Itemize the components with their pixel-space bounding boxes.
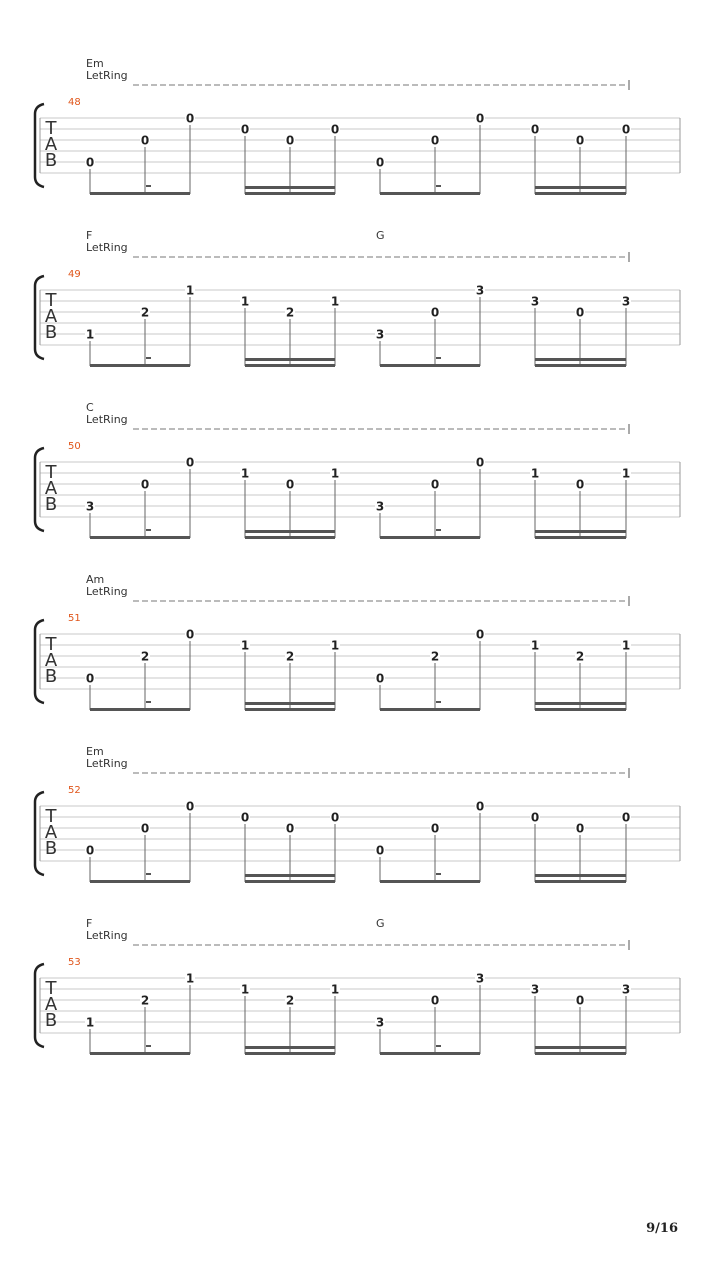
dot-mark [436, 529, 441, 531]
eighth-beam [90, 708, 190, 711]
chord-name: Am [86, 573, 105, 586]
tab-clef-letter: T [45, 290, 57, 311]
fret-number: 3 [475, 971, 485, 986]
tab-clef-letter: B [44, 666, 58, 687]
fret-number: 1 [85, 1015, 95, 1030]
eighth-beam [90, 1052, 190, 1055]
fret-number: 0 [530, 810, 540, 825]
fret-number: 0 [575, 133, 585, 148]
fret-number: 0 [140, 477, 150, 492]
measure-number: 48 [68, 97, 81, 108]
fret-number: 0 [285, 477, 295, 492]
fret-number: 2 [575, 649, 585, 664]
fret-number: 0 [621, 810, 631, 825]
fret-number: 0 [475, 627, 485, 642]
fret-number: 0 [330, 122, 340, 137]
tab-clef-letter: T [45, 118, 57, 139]
tab-clef-letter: A [44, 134, 58, 155]
fret-number: 1 [240, 982, 250, 997]
tab-clef-letter: A [44, 306, 58, 327]
fret-number: 0 [475, 799, 485, 814]
sixteenth-beam-1 [535, 192, 626, 195]
measure-number: 53 [68, 957, 81, 968]
fret-number: 0 [330, 810, 340, 825]
fret-number: 1 [330, 466, 340, 481]
fret-number: 1 [240, 294, 250, 309]
fret-number: 0 [85, 155, 95, 170]
fret-number: 1 [330, 638, 340, 653]
eighth-beam [380, 880, 480, 883]
fret-number: 2 [140, 993, 150, 1008]
measure-number: 49 [68, 269, 81, 280]
eighth-beam [90, 880, 190, 883]
tab-clef-letter: T [45, 978, 57, 999]
sixteenth-beam-2 [245, 186, 335, 189]
fret-number: 0 [85, 671, 95, 686]
fret-number: 0 [430, 305, 440, 320]
fret-number: 1 [530, 638, 540, 653]
fret-number: 0 [85, 843, 95, 858]
chord-name: G [376, 229, 385, 242]
fret-number: 0 [185, 627, 195, 642]
fret-number: 0 [375, 671, 385, 686]
fret-number: 0 [575, 477, 585, 492]
measure-number: 52 [68, 785, 81, 796]
sixteenth-beam-2 [245, 530, 335, 533]
tab-clef-letter: B [44, 150, 58, 171]
dot-mark [146, 185, 151, 187]
tab-clef-letter: A [44, 994, 58, 1015]
tab-clef-letter: B [44, 838, 58, 859]
sixteenth-beam-2 [535, 530, 626, 533]
chord-name: Em [86, 57, 104, 70]
tab-clef-letter: A [44, 478, 58, 499]
dot-mark [146, 529, 151, 531]
tab-clef-letter: T [45, 634, 57, 655]
tab-clef-letter: A [44, 822, 58, 843]
eighth-beam [380, 536, 480, 539]
fret-number: 3 [530, 982, 540, 997]
eighth-beam [90, 192, 190, 195]
chord-name: C [86, 401, 94, 414]
fret-number: 0 [140, 821, 150, 836]
fret-number: 3 [85, 499, 95, 514]
chord-name: G [376, 917, 385, 930]
fret-number: 1 [330, 982, 340, 997]
sixteenth-beam-1 [535, 1052, 626, 1055]
fret-number: 0 [530, 122, 540, 137]
sixteenth-beam-2 [245, 1046, 335, 1049]
fret-number: 0 [285, 821, 295, 836]
sixteenth-beam-2 [535, 1046, 626, 1049]
tab-clef-letter: T [45, 462, 57, 483]
eighth-beam [380, 708, 480, 711]
tab-clef-letter: B [44, 322, 58, 343]
fret-number: 0 [375, 843, 385, 858]
tab-clef-letter: T [45, 806, 57, 827]
fret-number: 0 [475, 455, 485, 470]
sixteenth-beam-2 [535, 702, 626, 705]
fret-number: 0 [185, 455, 195, 470]
fret-number: 0 [430, 821, 440, 836]
fret-number: 0 [240, 122, 250, 137]
fret-number: 3 [621, 294, 631, 309]
fret-number: 0 [185, 111, 195, 126]
fret-number: 2 [140, 649, 150, 664]
fret-number: 0 [240, 810, 250, 825]
let-ring-label: LetRing [86, 585, 128, 598]
fret-number: 1 [85, 327, 95, 342]
dot-mark [146, 873, 151, 875]
fret-number: 2 [285, 305, 295, 320]
sixteenth-beam-2 [245, 874, 335, 877]
fret-number: 1 [240, 638, 250, 653]
eighth-beam [380, 192, 480, 195]
chord-name: Em [86, 745, 104, 758]
page-number: 9/16 [646, 1221, 678, 1236]
let-ring-label: LetRing [86, 69, 128, 82]
fret-number: 2 [430, 649, 440, 664]
sixteenth-beam-2 [245, 702, 335, 705]
dot-mark [436, 185, 441, 187]
fret-number: 0 [185, 799, 195, 814]
fret-number: 0 [375, 155, 385, 170]
measure-number: 50 [68, 441, 81, 452]
let-ring-label: LetRing [86, 241, 128, 254]
fret-number: 3 [375, 499, 385, 514]
fret-number: 3 [530, 294, 540, 309]
fret-number: 3 [621, 982, 631, 997]
fret-number: 0 [475, 111, 485, 126]
dot-mark [436, 1045, 441, 1047]
fret-number: 0 [430, 477, 440, 492]
fret-number: 0 [430, 993, 440, 1008]
chord-name: F [86, 917, 93, 930]
sixteenth-beam-1 [245, 192, 335, 195]
fret-number: 3 [375, 327, 385, 342]
sixteenth-beam-1 [535, 364, 626, 367]
fret-number: 1 [330, 294, 340, 309]
fret-number: 0 [621, 122, 631, 137]
fret-number: 0 [430, 133, 440, 148]
sixteenth-beam-1 [535, 708, 626, 711]
eighth-beam [380, 364, 480, 367]
fret-number: 0 [140, 133, 150, 148]
eighth-beam [380, 1052, 480, 1055]
dot-mark [146, 1045, 151, 1047]
fret-number: 0 [575, 305, 585, 320]
tab-clef-letter: B [44, 494, 58, 515]
tab-clef-letter: B [44, 1010, 58, 1031]
fret-number: 1 [621, 466, 631, 481]
sixteenth-beam-2 [245, 358, 335, 361]
fret-number: 1 [621, 638, 631, 653]
fret-number: 3 [375, 1015, 385, 1030]
sixteenth-beam-2 [535, 358, 626, 361]
sixteenth-beam-1 [245, 880, 335, 883]
tab-clef-letter: A [44, 650, 58, 671]
sixteenth-beam-1 [245, 536, 335, 539]
fret-number: 3 [475, 283, 485, 298]
sixteenth-beam-1 [535, 880, 626, 883]
chord-name: F [86, 229, 93, 242]
fret-number: 1 [240, 466, 250, 481]
fret-number: 1 [530, 466, 540, 481]
fret-number: 0 [575, 993, 585, 1008]
sixteenth-beam-1 [535, 536, 626, 539]
eighth-beam [90, 536, 190, 539]
eighth-beam [90, 364, 190, 367]
dot-mark [146, 357, 151, 359]
fret-number: 1 [185, 283, 195, 298]
fret-number: 2 [140, 305, 150, 320]
fret-number: 1 [185, 971, 195, 986]
dot-mark [146, 701, 151, 703]
fret-number: 2 [285, 993, 295, 1008]
sixteenth-beam-2 [535, 186, 626, 189]
fret-number: 0 [285, 133, 295, 148]
measure-number: 51 [68, 613, 81, 624]
sixteenth-beam-1 [245, 364, 335, 367]
sixteenth-beam-1 [245, 708, 335, 711]
fret-number: 0 [575, 821, 585, 836]
let-ring-label: LetRing [86, 413, 128, 426]
fret-number: 2 [285, 649, 295, 664]
dot-mark [436, 873, 441, 875]
dot-mark [436, 357, 441, 359]
let-ring-label: LetRing [86, 757, 128, 770]
sixteenth-beam-1 [245, 1052, 335, 1055]
let-ring-label: LetRing [86, 929, 128, 942]
sixteenth-beam-2 [535, 874, 626, 877]
dot-mark [436, 701, 441, 703]
